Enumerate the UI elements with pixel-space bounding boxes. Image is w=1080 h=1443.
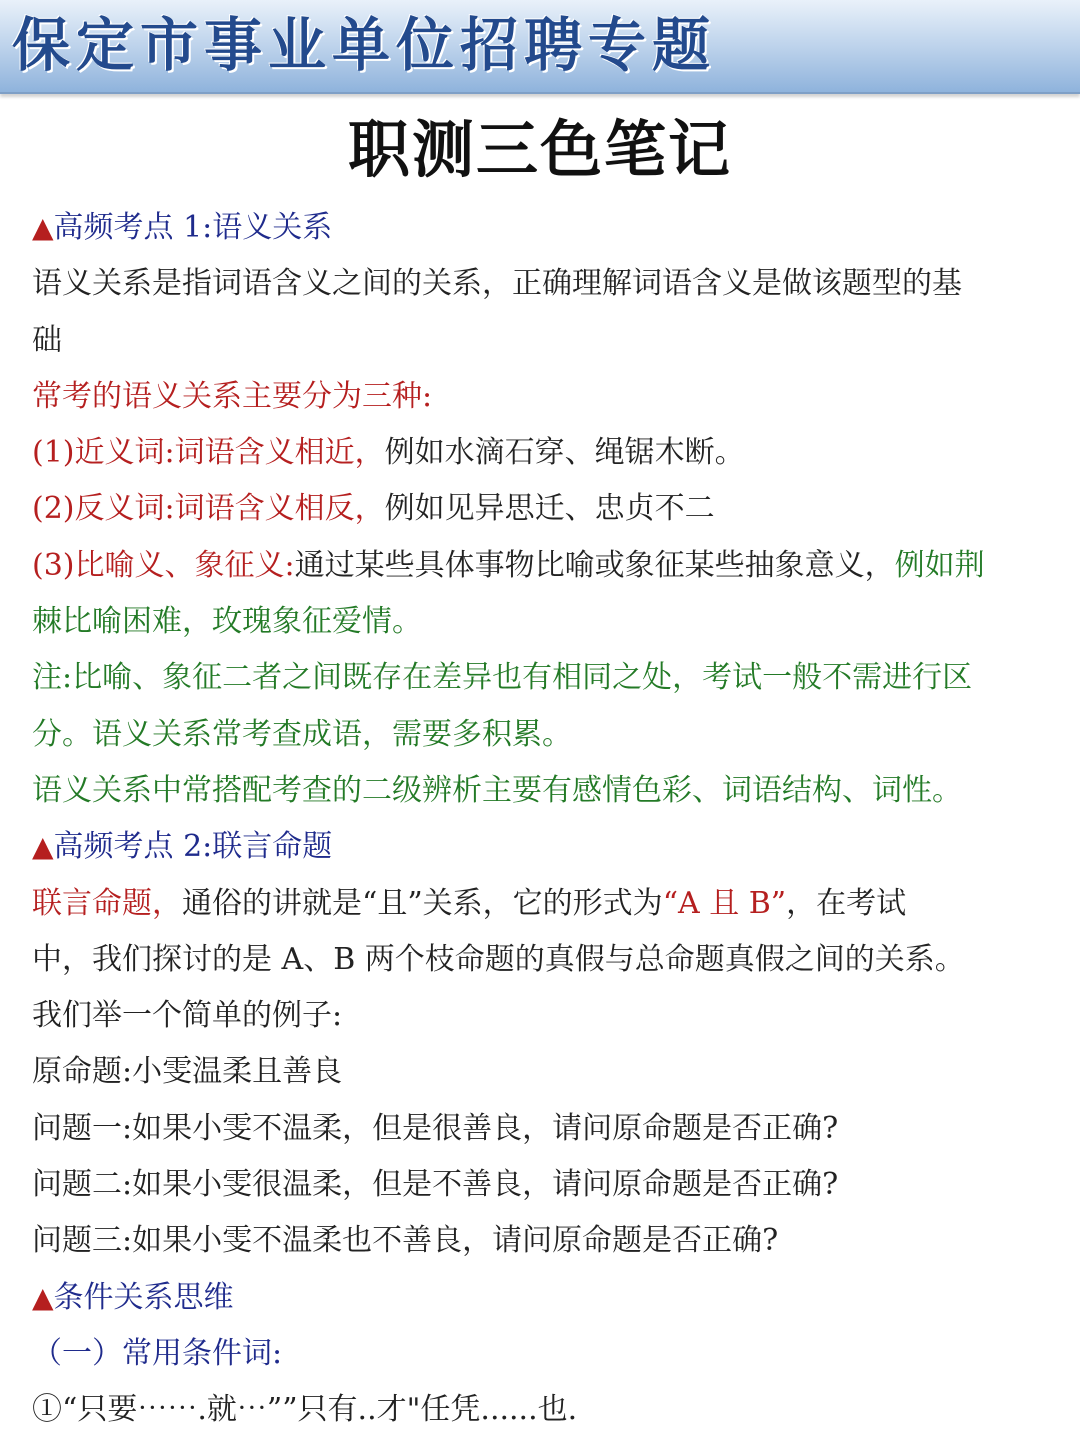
note-text-segment: (3)比喻义、象征义: <box>32 547 295 583</box>
note-text-segment: 问题三:如果小雯不温柔也不善良，请问原命题是否正确? <box>32 1223 779 1259</box>
note-text-segment: 语义关系是指词语含义之间的关系，正确理解词语含义是做该题型的基 <box>32 266 962 302</box>
note-line <box>32 1382 1052 1438</box>
note-text-segment: 棘比喻困难，玫瑰象征爱情。 <box>32 604 422 640</box>
note-text-segment: 例如见异思迁、忠贞不二 <box>384 491 715 527</box>
note-text-segment: 问题二:如果小雯很温柔，但是不善良，请问原命题是否正确? <box>32 1167 839 1203</box>
note-text-segment: 常考的语义关系主要分为三种: <box>32 378 433 414</box>
triangle-icon: ▲ <box>32 830 54 864</box>
note-text-segment: ，在考试 <box>786 885 907 921</box>
note-line <box>32 481 1052 537</box>
note-text-segment: 原命题:小雯温柔且善良 <box>32 1054 343 1090</box>
document-title: 职测三色笔记 <box>347 113 732 186</box>
note-line <box>32 594 1052 650</box>
note-text-segment: (1)近义词:词语含义相近， <box>32 435 385 471</box>
note-text-segment: 联言命题， <box>32 885 182 921</box>
note-line <box>32 313 1052 369</box>
note-text-segment: 语义关系中常搭配考查的二级辨析主要有感情色彩、词语结构、词性。 <box>32 772 962 808</box>
note-text-segment: 高频考点 2:联言命题 <box>53 829 333 865</box>
note-text-segment: 通过某些具体事物比喻或象征某些抽象意义， <box>294 547 895 583</box>
note-line <box>32 1157 1052 1213</box>
note-text-segment: 础 <box>32 322 62 358</box>
note-line <box>32 538 1052 594</box>
note-text-segment: “A 且 B” <box>662 885 787 921</box>
note-text-segment: 我们举一个简单的例子: <box>32 998 343 1034</box>
triangle-icon: ▲ <box>32 211 54 244</box>
header-banner <box>0 0 1080 94</box>
note-line <box>32 763 1052 819</box>
note-line <box>32 1101 1052 1157</box>
note-text-segment: 例如荆 <box>894 547 985 583</box>
note-text-segment: (2)反义词:词语含义相反， <box>32 491 385 527</box>
note-line <box>32 988 1052 1044</box>
note-text-segment: 分。语义关系常考查成语，需要多积累。 <box>32 716 572 752</box>
note-line <box>32 819 1052 875</box>
note-text-segment: 问题一:如果小雯不温柔，但是很善良，请问原命题是否正确? <box>32 1110 839 1146</box>
note-text-segment: 条件关系思维 <box>53 1279 234 1315</box>
note-line <box>32 876 1052 932</box>
note-line <box>32 707 1052 763</box>
note-line <box>32 369 1052 425</box>
note-line <box>32 932 1052 988</box>
note-line <box>32 1270 1052 1326</box>
note-text-segment: 中，我们探讨的是 A、B 两个枝命题的真假与总命题真假之间的关系。 <box>32 941 965 977</box>
note-text-segment: ①“只要⋯⋯.就⋯””只有..才"任凭......也. <box>32 1392 578 1428</box>
note-text-segment: （一）常用条件词: <box>32 1335 283 1371</box>
note-text-segment: 通俗的讲就是“且”关系，它的形式为 <box>182 885 663 921</box>
note-line <box>32 650 1052 706</box>
note-line <box>32 200 1052 256</box>
note-line <box>32 1213 1052 1269</box>
document-body <box>32 200 1052 1439</box>
note-line <box>32 1044 1052 1100</box>
note-text-segment: 注:比喻、象征二者之间既存在差异也有相同之处，考试一般不需进行区 <box>32 660 973 696</box>
banner-title: 保定市事业单位招聘专题 <box>12 11 717 79</box>
note-line <box>32 1326 1052 1382</box>
note-text-segment: 高频考点 1:语义关系 <box>53 210 333 245</box>
note-text-segment: 例如水滴石穿、绳锯木断。 <box>384 435 745 471</box>
note-line <box>32 425 1052 481</box>
triangle-icon: ▲ <box>32 1280 54 1314</box>
note-line <box>32 256 1052 312</box>
